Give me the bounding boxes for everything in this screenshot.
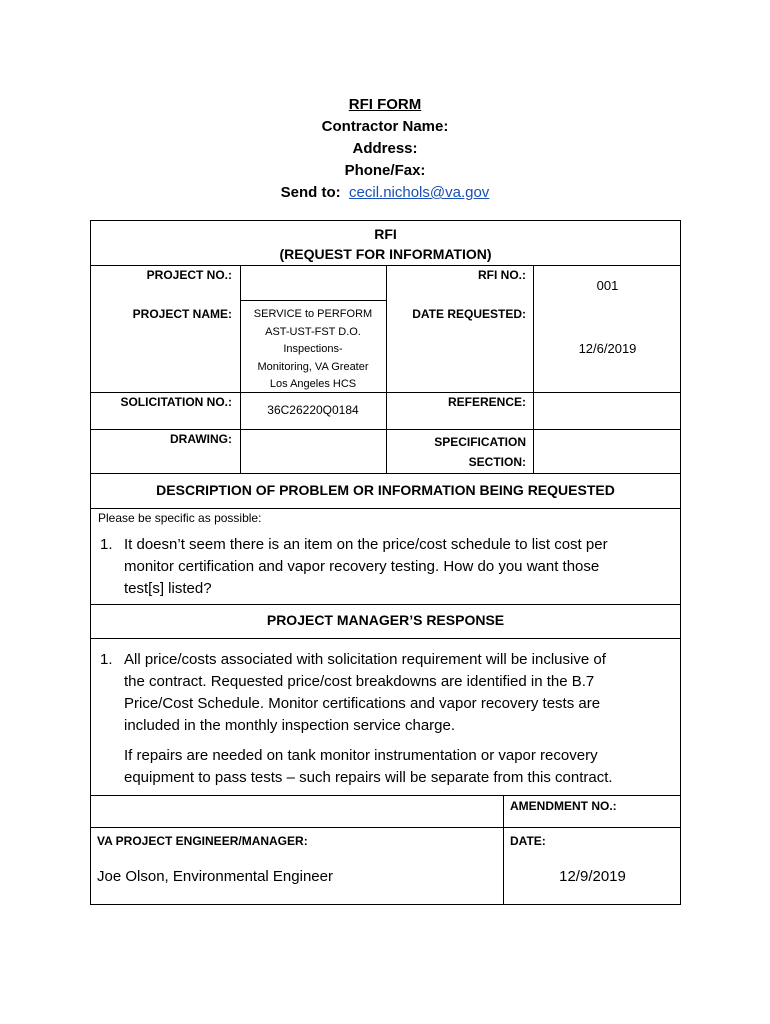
send-to-label: Send to: [280, 184, 341, 201]
amendment-no-label: AMENDMENT NO.: [510, 799, 617, 813]
response-number: 1. [100, 651, 113, 668]
send-to-email-link[interactable]: cecil.nichols@va.gov [349, 184, 490, 201]
rfi-no-label: RFI NO.: [478, 268, 526, 282]
question-number: 1. [100, 536, 113, 553]
solicitation-no-value: 36C26220Q0184 [267, 403, 359, 417]
reference-label: REFERENCE: [447, 395, 526, 409]
contractor-name-label: Contractor Name: [321, 118, 449, 135]
date-requested-value: 12/6/2019 [578, 341, 637, 356]
response-heading: PROJECT MANAGER’S RESPONSE [266, 612, 505, 628]
solicitation-no-label: SOLICITATION NO.: [120, 395, 232, 409]
project-no-label: PROJECT NO.: [146, 268, 232, 282]
question-text: It doesn’t seem there is an item on the price/cost schedule to list cost per monitor certification and vapor recovery testing. How do you want those test[s] listed? [124, 536, 608, 597]
engineer-value: Joe Olson, Environmental Engineer [97, 868, 333, 885]
date-requested-label: DATE REQUESTED: [412, 307, 526, 321]
rfi-no-value: 001 [596, 278, 619, 293]
phone-fax-label: Phone/Fax: [344, 162, 426, 179]
send-to-line [0, 182, 770, 204]
engineer-label: VA PROJECT ENGINEER/MANAGER: [97, 834, 308, 848]
rfi-subheading: (REQUEST FOR INFORMATION) [279, 246, 492, 262]
date-value: 12/9/2019 [559, 868, 626, 885]
specific-prompt: Please be specific as possible: [98, 511, 262, 525]
form-title: RFI FORM [348, 96, 422, 113]
rfi-heading: RFI [374, 226, 397, 242]
response-text: All price/costs associated with solicitation requirement will be inclusive of the contract. Requested price/cost breakdowns are identified in the B.7 Price/Cost Schedule. Monitor certifications and vapor recovery tests are included in the monthly inspection service charge. If repairs are needed on tank monitor instrumentation or vapor recovery equipment to pass tests – such repairs will be separate from this contract. [124, 651, 613, 786]
project-name-value: SERVICE to PERFORM AST-UST-FST D.O. Inspections- Monitoring, VA Greater Los Angeles HCS [253, 308, 373, 390]
specification-section-label: SPECIFICATION SECTION: [434, 435, 526, 469]
description-heading: DESCRIPTION OF PROBLEM OR INFORMATION BEING REQUESTED [156, 482, 615, 498]
project-name-label: PROJECT NAME: [132, 307, 232, 321]
drawing-label: DRAWING: [170, 432, 232, 446]
address-label: Address: [352, 140, 418, 157]
date-label: DATE: [510, 834, 546, 848]
